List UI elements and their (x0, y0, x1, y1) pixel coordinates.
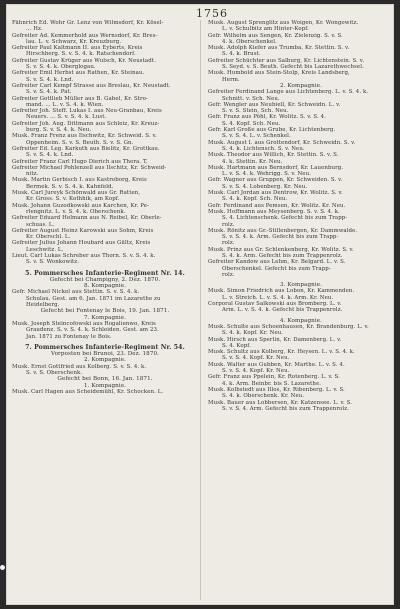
text-line: S. v. S. 4. k. Oberglogau. (26, 64, 96, 71)
text-line: S. 4. Kopf. (222, 342, 251, 349)
text-line: Kr. Oberschl. L. (26, 234, 71, 241)
text-line: Gefr. Wagner aus Gruppen, Kr. Schweiden. S. v. (208, 177, 343, 184)
subheading: 2. Kompagnie. (279, 82, 323, 89)
text-line: Gefreiter Eduard Helmann aus N. Reibel, Kr. Oberle- (12, 215, 162, 222)
text-line: Musk. Joseph Steincofowski aus Rogalienwo, Kreis (12, 320, 156, 327)
text-line: S. 4. k. Kopf. Sch. Neu. (222, 196, 288, 203)
text-line: Gefr. Ferdinand aus Pemsen, Kr. Wolitz. Kr. Neu. (208, 202, 346, 209)
text-line: Gefr. Karl Große aus Grube, Kr. Lichtenberg. (208, 127, 336, 134)
text-line: Musk. Carl Jureyk Schönwald aus Gr. Ratten, (12, 190, 141, 197)
subheading: Gefecht bei Fontenay le Bois, 19. Jan. 1871. (40, 308, 170, 315)
text-line: 4. k. Stettin. Kr. Neu. (222, 158, 283, 165)
text-line: Gefreiter Franz Carl Hugo Dierich aus Thera. T. (12, 158, 148, 165)
text-line: Gefreiter Carl Kempf Strasse aus Breslau, Kr. Neustadt. (12, 82, 171, 89)
subheading: Gefecht bei Bonn, 16. Jan. 1871. (57, 376, 153, 383)
text-line: mand. ... L. v. S. 4. k. Wien. (26, 101, 104, 108)
text-line: Gefreiter Emil Herbst aus Rathen, Kr. Steinau. (12, 70, 145, 77)
text-line: Gefreiter Michael Pohlenzell aus Ilschitz, Kr. Schweid- (12, 164, 167, 171)
text-line: S. v. S. 4. L. v. Schenkel. (222, 133, 291, 140)
text-line: Fähnrich Ed. Wohr Gr. Lenz von Wilmsdorf, Kr. Kösel- (12, 20, 164, 26)
text-line: Gefreiter Ad. Kemmerhold aus Wernsdorf, Kr. Bres- (12, 32, 158, 39)
subheading: Gefecht bei Champigny, 2. Dez. 1870. (49, 276, 161, 283)
subheading: Vorposten bei Brunoi, 23. Dez. 1870. (50, 351, 160, 358)
text-line: Gefr. Wilhelm aus Sengen, Kr. Zielenzig. S. v. S. (208, 32, 343, 39)
text-line: Gefreiter Paul Kaltmann II. aus Eyberts, Kreis (12, 45, 143, 52)
text-line: S. 4. Lichtenschenk. Gefecht bis zum Trapp- (222, 215, 348, 222)
text-line: S. v. S. 4. Arm. Gefecht bis zum Trappenrolz. (222, 405, 349, 412)
text-line: Musk. Carl Hagen aus Scheidemühl, Kr. Schocken. L. (12, 388, 164, 395)
left-column (12, 20, 198, 603)
text-line: S. 4. k. Oberschenk. Kr. Neu. (222, 393, 305, 400)
text-line: L. v. Schulbitz am Hinter-Kopf. (222, 26, 309, 33)
text-line: Gefreiter Joh. Aug. Dittmann aus Schleiz, Kr. Kreuz- (12, 120, 160, 127)
text-line: Gefreiter Kandow aus Lehm, Kr. Belgard. L. v. S. (208, 259, 346, 266)
text-line: Neuers. ... S. v. S. 4. k. Lust. (26, 114, 107, 121)
text-line: rolz. (222, 221, 235, 228)
subheading: 2. Kompagnie. (83, 357, 127, 364)
subheading: 3. Kompagnie. (279, 282, 323, 289)
document-page (6, 4, 394, 605)
subheading: 1. Kompagnie. (83, 382, 127, 389)
page-number: 1756 (196, 7, 228, 20)
text-line: S. v. S. 4. k. Arm. Gefecht bis zum Trapp- (222, 234, 339, 241)
subheading: 4. Kompagnie. (279, 317, 323, 324)
text-line: Musk. August I. aus Grottendorf, Kr. Schweidn. S. v. (208, 139, 356, 146)
text-line: Leschwitz. L. (26, 246, 64, 253)
text-line: Gefreiter Joh. Steff. Lukas I. aus Neu-Granbau, Kreis (12, 108, 162, 115)
text-line: Musk. Martin Gerbisch I. aus Kastroborg, Kreis (12, 177, 147, 184)
text-line: 4. k. Oberschenkel. (222, 38, 277, 45)
text-line: S. 4. k. Brust. (222, 51, 261, 58)
text-line: Gefr. Franz aus Pöhl, Kr. Wolitz. S. v. S. 4. (208, 114, 326, 121)
text-line: Oberschenkel. Gefecht bis zum Trapp- (222, 265, 331, 272)
text-line: Gefr. Michael Nickel aus Stettin. S. v. S. 4. k. (12, 289, 140, 296)
text-line: Gefreiter Julius Johann Houbard aus Gültz, Kreis (12, 240, 151, 247)
text-line: Schnitt. v. Sch. Neu. (222, 95, 280, 102)
text-line: S. v. S. 4. Lobenberg. Kr. Neu. (222, 183, 308, 190)
scroll-marker-icon[interactable] (0, 565, 5, 570)
text-line: Gefreiter August Heinz Karowski aus Sohm, Kreis (12, 227, 154, 234)
text-line: Musk. Humbold aus Stein-Stolp, Kreis Landsberg, (208, 70, 350, 77)
text-line: S. 4. k. Lichtensch. S. v. Neu. (222, 145, 305, 152)
text-line: Jan. 1871 zu Fontenay le Bois. (26, 333, 112, 340)
text-line: Musk. Theodor aus Willich, Kr. Stettin. S. v. S. (208, 152, 339, 159)
text-line: Musk. Hoffmann aus Meysenberg. S. v. S. 4. k. (208, 208, 340, 215)
text-line: Musk. Prinz aus Gr. Schlenkenberg, Kr. Wolitz. S. v. (208, 246, 354, 253)
text-line: Musk. Ernst Gottfried aus Kolberg. S. v. S. 4. k. (12, 363, 147, 370)
section-heading: 5. Pommersches Infanterie-Regiment Nr. 14. (25, 269, 185, 277)
text-line: Gefreiter Schüchter aus Salburg, Kr. Lichtenstein. S. v. (208, 57, 365, 64)
text-line: Musk. August Sprenglitz aus Woigen, Kr. Wongowitz. (208, 20, 359, 26)
text-line: Gefr. Wengler aus Neubiell, Kr. Schweidn. L. v. (208, 101, 341, 108)
text-line: Kr. Gross. S. v. Kothhik, am Kopf. (26, 196, 120, 203)
text-line: Musk. Hartmann aus Bernsdorf, Kr. Lauenburg. (208, 164, 344, 171)
text-line: Gefreiter Gottlieb Müller aus B. Gabel, Kr. Stro- (12, 95, 148, 102)
text-line: S. v. S. Wonkowitz. (26, 259, 80, 266)
text-line: Gefr. Franz aus Ppelein, Kr. Rotenberg. L. v. S. (208, 374, 340, 381)
text-line: 4. k. Arm. Beinbr. bis S. Lazarethe. (222, 380, 322, 387)
text-line: S. Seyd. v. S. Beuth. Gefecht bis Lazarethwechsel. (222, 64, 364, 71)
text-line: Musk. Kolbstedt aus Illos, Kr. Ribenberg. L. v. S. (208, 386, 345, 393)
text-line: rlengnitz. L. v. S. 4. k. Oberschenk. (26, 208, 126, 215)
text-line: S. v. S. 4. Kopf. Kr. Neu. (222, 368, 290, 375)
column-divider (200, 20, 201, 600)
text-line: Musk. Franz Frenz aus Ilschwitz, Kr. Schweid. S. v. (12, 133, 157, 140)
text-line: S. v. S. 4. k. Lnd. (26, 152, 74, 159)
text-line: S. v. S. 4. Kopf. Kr. Neu. (222, 355, 290, 362)
text-line: schuas. L. (26, 221, 55, 228)
text-line: Musk. Bauer aus Lobbersen, Kr. Katzensee. L. v. S. (208, 399, 353, 406)
text-line: Heidelberg. (26, 302, 60, 309)
text-line: L. v. Streich. L. v. S. 4. k. Arm. Kr. Neu. (222, 294, 334, 301)
text-line: Musk. Johann Guzodkowski aus Karchen, Kr. Pe- (12, 202, 150, 209)
text-line: Bermek. S. v. S. 4. k. Kahnfeld. (26, 183, 114, 190)
text-line: S. v. S. Oberschenk. (26, 370, 83, 377)
text-line: Lieut. Carl Lukas Schreber aus Thorn. S. v. S. 4. k. (12, 252, 156, 259)
text-line: lau. L. v. Schwarz, Kr. Kreuzburg. (26, 38, 122, 45)
text-line: S. 4. k. Kopf. Kr. Neu. (222, 330, 284, 337)
text-line: Musk. Adolph Kiefer aus Trumba, Kr. Stettin. S. v. (208, 45, 350, 52)
section-heading: 7. Pommersches Infanterie-Regiment Nr. 54. (25, 343, 185, 351)
subheading: 7. Kompagnie. (83, 314, 127, 321)
text-line: Musk. Carl Jordan aus Dentrow, Kr. Wolitz. S. v. (208, 190, 343, 197)
text-line: Musk. Schultz aus Kolberg, Kr. Heysen. L. v. S. 4. k. (208, 349, 355, 356)
text-line: rolz. (222, 271, 235, 278)
text-line: Hirschberg. S. v. S. 4. k. Ratschendorf. (26, 51, 136, 58)
text-line: nitz. (26, 171, 39, 178)
text-line: rolz. (222, 240, 235, 247)
text-line: burg. S. v. S. 4. k. Neu. (26, 127, 92, 134)
subheading: 8. Kompagnie. (83, 283, 127, 290)
text-line: S. v. S. 4. k. Pat. (26, 89, 72, 96)
text-line: Corporal Gustav Salkowski aus Bromberg. L. v. (208, 301, 342, 308)
text-line: Arm. L. v. S. 4. k. Gefecht bis Trappenrolz. (222, 307, 343, 314)
text-line: Herm. (222, 76, 240, 83)
text-line: Musk. Rönitz aus Gr.-Stillenbergen, Kr. Dammwalde. (208, 227, 358, 234)
text-line: L. v. S. 4. k. Wehrigg. S. v. Neu. (222, 171, 311, 178)
text-line: S. 4. k. Arm. Gefecht bis zum Trappenrolz. (222, 252, 343, 259)
text-line: Graudenz. S. v. S. 4. k. Schleiden. Gest. am 23. (26, 327, 159, 334)
text-line: S. v. S. 4. k. Lnd. (26, 76, 74, 83)
text-line: Musk. Schulte aus Schoenhausen, Kr. Brandenburg. L. v. (208, 323, 369, 330)
text-line: Musk. Walter aus Gubben, Kr. Marthe. L. v. S. 4. (208, 361, 345, 368)
right-column (208, 20, 394, 603)
text-line: Gefreiter Gustav Krüger aus Wulsch, Kr. Neustadt. (12, 57, 156, 64)
text-line: ... Hz. (26, 26, 43, 33)
text-line: Musk. Simon Friedrich aus Lobon, Kr. Kammenden. (208, 288, 355, 295)
text-line: S. 4. Kopf. Sch. Neu. (222, 120, 281, 127)
text-line: Musk. Hirsch aus Sperlin, Kr. Damenberg. L. v. (208, 336, 342, 343)
text-line: Schulau. Gest. am 6. Jan. 1871 im Lazarethe zu (26, 295, 161, 302)
text-line: Gefreiter Ferdinand Lange aus Lichtenberg. L. v. S. 4. k. (208, 89, 369, 96)
text-line: Oppenheim. S. v. S. Beuth. S. v. S. Gn. (26, 139, 134, 146)
text-line: S. v. S. Stein, Sch. Neu. (222, 108, 289, 115)
text-line: Gefreiter Ed. Leg. Karkuth aus Bielitz, Kr. Grottkau. (12, 145, 160, 152)
